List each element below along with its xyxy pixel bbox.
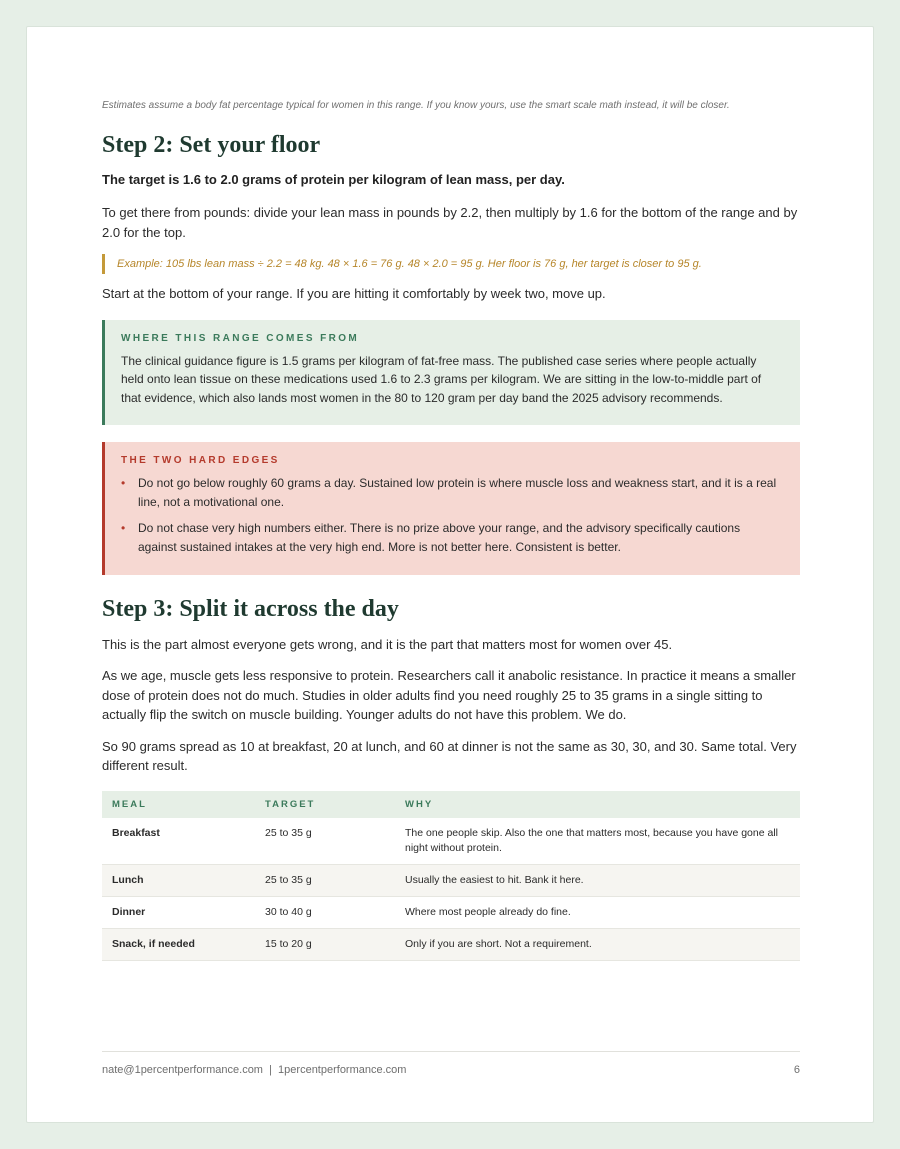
- page-number: 6: [793, 1064, 800, 1076]
- meal-cell: Lunch: [102, 864, 255, 896]
- target-cell: 15 to 20 g: [255, 928, 395, 960]
- table-row: [102, 864, 800, 896]
- why-cell: The one people skip. Also the one that matters most, because you have gone all night without protein.: [395, 818, 800, 865]
- hard-edges-callout: [102, 442, 800, 574]
- hard-edges-title: THE TWO HARD EDGES: [121, 455, 280, 467]
- step2-paragraph-2: Start at the bottom of your range. If you are hitting it comfortably by week two, move up.: [102, 286, 606, 301]
- bullet-icon: •: [121, 476, 126, 491]
- hard-edges-list: [121, 474, 782, 556]
- meal-cell: Snack, if needed: [102, 928, 255, 960]
- list-item: [121, 519, 782, 556]
- estimate-note: Estimates assume a body fat percentage typical for women in this range. If you know yours, use the smart scale math instead, it will be closer.: [102, 100, 730, 111]
- header-target: TARGET: [255, 791, 395, 818]
- why-cell: Usually the easiest to hit. Bank it here.: [395, 864, 800, 896]
- table-row: [102, 818, 800, 865]
- step3-paragraph-3: So 90 grams spread as 10 at breakfast, 20 at lunch, and 60 at dinner is not the same as 30, 30, and 30. Same total. Very different result.: [102, 738, 797, 774]
- meal-cell: Breakfast: [102, 818, 255, 865]
- step3-paragraph-2: As we age, muscle gets less responsive to protein. Researchers call it anabolic resistance. In practice it means a smaller dose of protein does not do much. Studies in older adults find you need roughly 25 to 35 grams in a single sitting to actually flip the switch on muscle building. Younger adults do not have this problem. We do.: [102, 668, 796, 723]
- table-header-row: [102, 791, 800, 818]
- range-source-callout: [102, 320, 800, 426]
- table-row: [102, 928, 800, 960]
- range-source-text: The clinical guidance figure is 1.5 grams per kilogram of fat-free mass. The published case series where people actually held onto lean tissue on these medications used 1.6 to 2.3 grams per kilogram. We are sitting in the low-to-middle part of that evidence, which also lands most women in the 80 to 120 gram per day band the 2025 advisory recommends.: [121, 353, 762, 405]
- page-content: [102, 99, 800, 961]
- step2-paragraph-1: To get there from pounds: divide your lean mass in pounds by 2.2, then multiply by 1.6 for the bottom of the range and by 2.0 for the top.: [102, 205, 798, 240]
- why-cell: Only if you are short. Not a requirement.: [395, 928, 800, 960]
- step3-heading: Step 3: Split it across the day: [102, 595, 399, 622]
- target-cell: 25 to 35 g: [255, 818, 395, 865]
- list-item: [121, 474, 782, 511]
- page-footer: [102, 1051, 800, 1077]
- list-item-text: Do not chase very high numbers either. There is no prize above your range, and the advisory specifically cautions against sustained intakes at the very high end. More is not better here. Consistent is better.: [138, 521, 741, 555]
- step3-paragraph-1: This is the part almost everyone gets wrong, and it is the part that matters most for women over 45.: [102, 636, 673, 652]
- why-cell: Where most people already do fine.: [395, 896, 800, 928]
- step2-lead: The target is 1.6 to 2.0 grams of protein per kilogram of lean mass, per day.: [102, 172, 565, 187]
- table-row: [102, 896, 800, 928]
- meal-cell: Dinner: [102, 896, 255, 928]
- range-source-title: WHERE THIS RANGE COMES FROM: [121, 332, 360, 344]
- header-why: WHY: [395, 791, 800, 818]
- example-callout: Example: 105 lbs lean mass ÷ 2.2 = 48 kg. 48 × 1.6 = 76 g. 48 × 2.0 = 95 g. Her floor is 76 g, her target is closer to 95 g.: [102, 254, 800, 274]
- footer-contact: nate@1percentperformance.com | 1percentperformance.com: [102, 1064, 407, 1076]
- list-item-text: Do not go below roughly 60 grams a day. Sustained low protein is where muscle loss and weakness start, and it is a real line, not a motivational one.: [138, 476, 777, 509]
- header-meal: MEAL: [102, 791, 255, 818]
- step2-heading: Step 2: Set your floor: [102, 132, 321, 158]
- meal-targets-table: [102, 791, 800, 961]
- target-cell: 25 to 35 g: [255, 864, 395, 896]
- bullet-icon: •: [121, 521, 126, 536]
- document-page: [26, 26, 874, 1123]
- target-cell: 30 to 40 g: [255, 896, 395, 928]
